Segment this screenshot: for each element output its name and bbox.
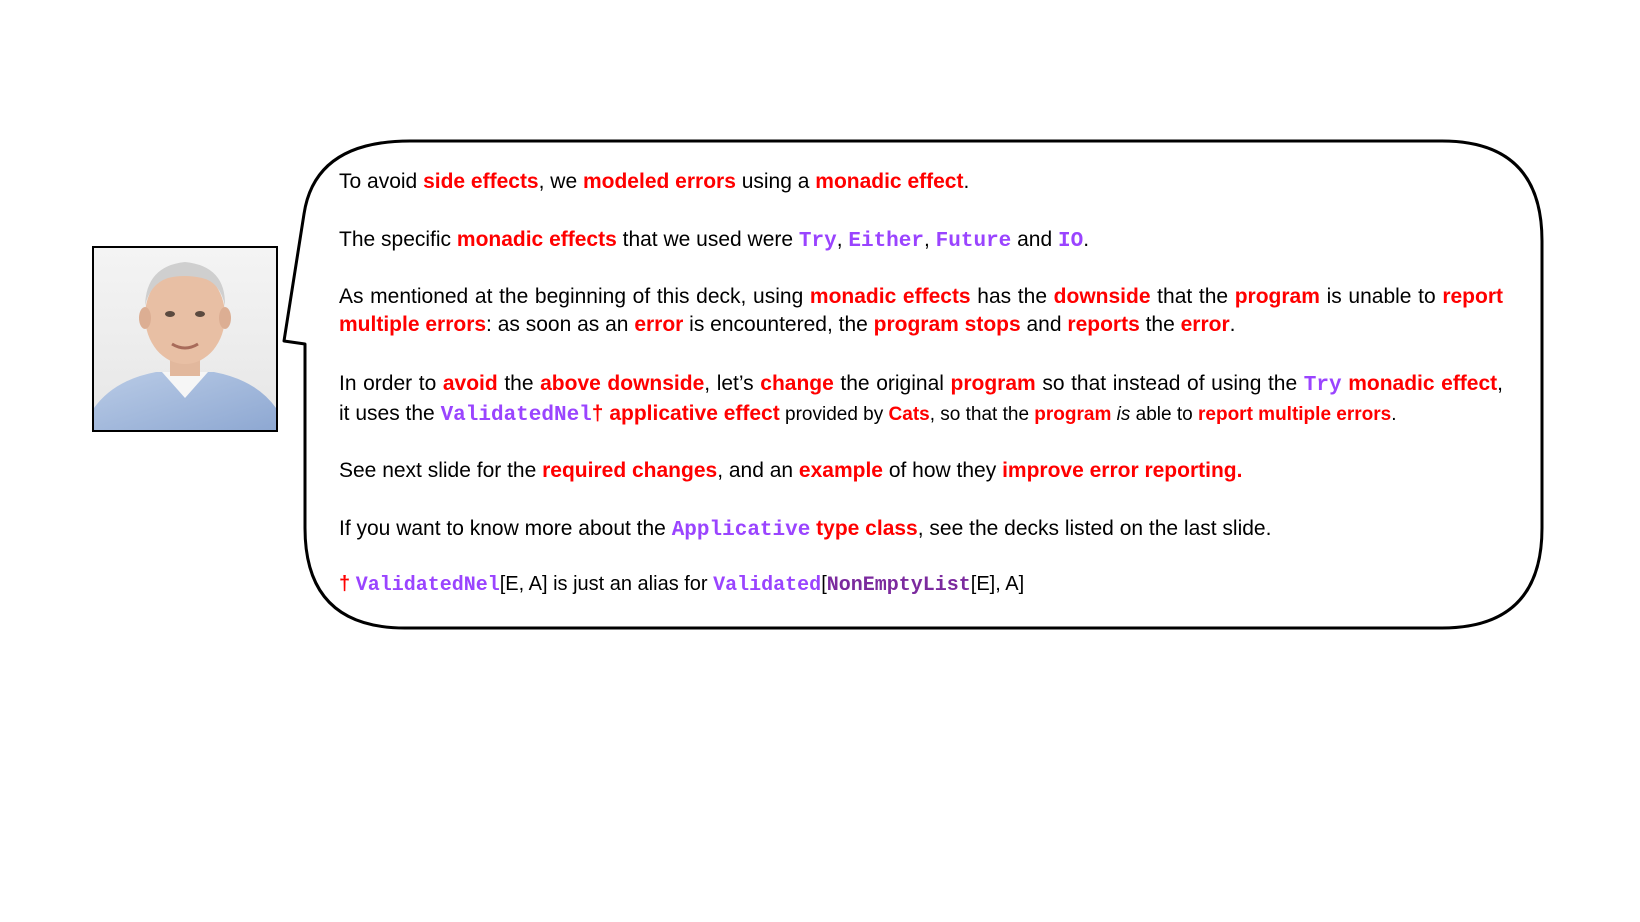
paragraph-5: See next slide for the required changes, and an example of how they improve error reporting. bbox=[339, 459, 1243, 482]
paragraph-2: The specific monadic effects that we used were Try, Either, Future and IO. bbox=[339, 228, 1090, 253]
person-photo-icon bbox=[94, 248, 276, 430]
paragraph-3: As mentioned at the beginning of this deck, using monadic effects has the downside that the program is unable to report multiple errors: as soon as an error is encountered, the program stops and reports the error. bbox=[339, 285, 1503, 336]
footnote: † ValidatedNel[E, A] is just an alias for Validated[NonEmptyList[E], A] bbox=[339, 573, 1025, 597]
paragraph-4: In order to avoid the above downside, let’s change the original program so that instead of using the Try monadic effect, it uses the ValidatedNel† applicative effect provided by Cats, so that the program is able to report multiple errors. bbox=[339, 372, 1503, 427]
paragraph-6: If you want to know more about the Applicative type class, see the decks listed on the last slide. bbox=[339, 517, 1272, 542]
author-portrait bbox=[92, 246, 278, 432]
paragraph-1: To avoid side effects, we modeled errors using a monadic effect. bbox=[339, 170, 970, 193]
